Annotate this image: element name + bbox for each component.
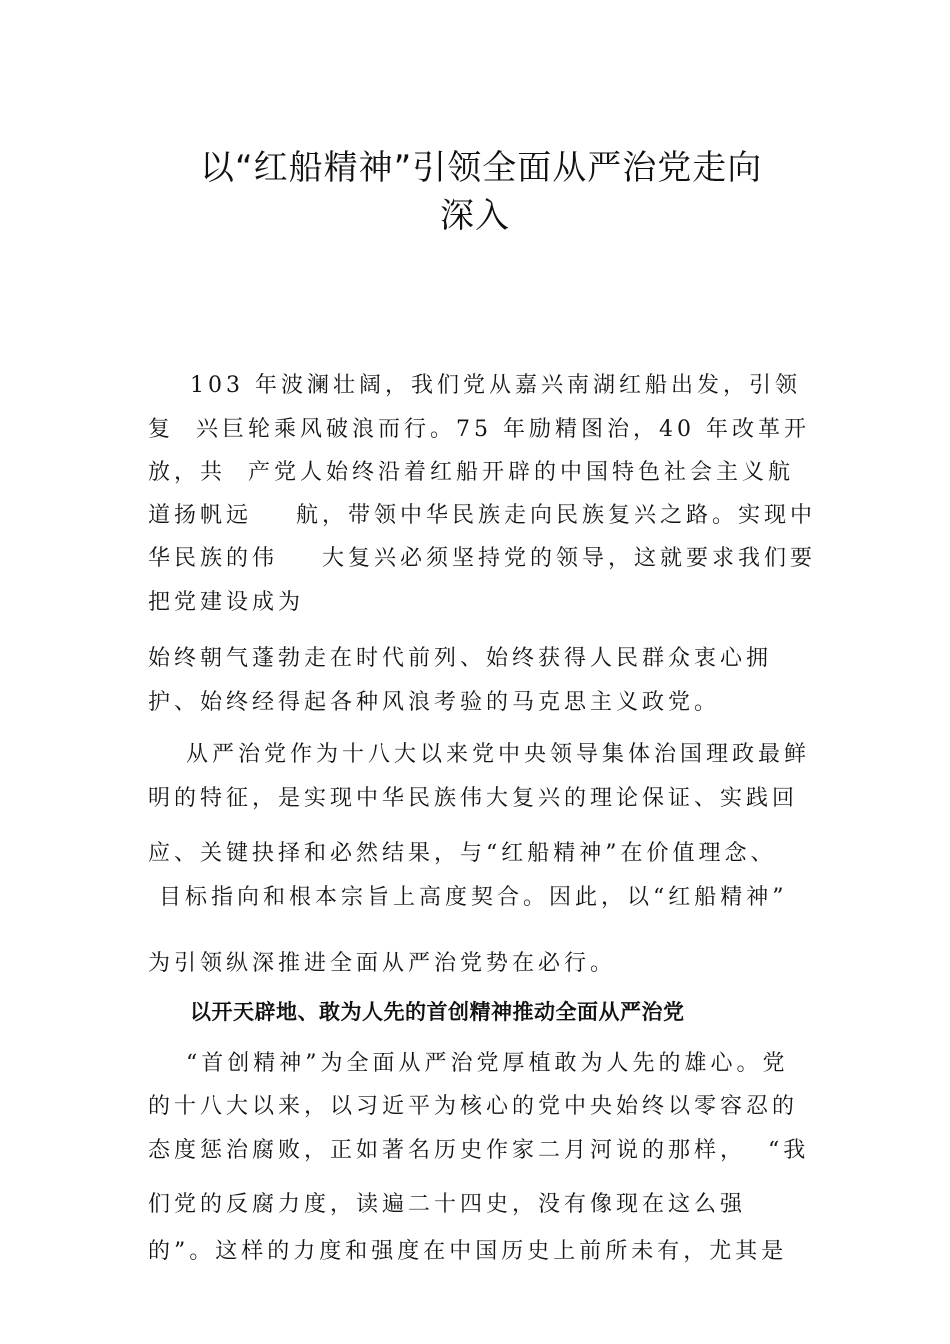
paragraph-1-line-6: 把党建设成为 [148,590,305,615]
section-heading: 以开天辟地、敢为人先的首创精神推动全面从严治党 [190,1000,685,1024]
paragraph-4-line-4: 们党的反腐力度，读遍二十四史，没有像现在这么强 [148,1192,747,1217]
paragraph-3-line-5: 为引领纵深推进全面从严治党势在必行。 [148,951,617,976]
paragraph-3-line-2: 明的特征，是实现中华民族伟大复兴的理论保证、实践回 [148,786,799,811]
paragraph-4-line-5: 的”。这样的力度和强度在中国历史上前所未有，尤其是 [148,1239,788,1264]
paragraph-3-line-1: 从严治党作为十八大以来党中央领导集体治国理政最鲜 [186,742,811,767]
paragraph-1-line-5: 华民族的伟 大复兴必须坚持党的领导，这就要求我们要 [148,546,816,571]
paragraph-2-line-2: 护、始终经得起各种风浪考验的马克思主义政党。 [148,690,721,715]
document-title-line-2: 深入 [440,196,510,236]
document-title-line-1: 以“红船精神”引领全面从严治党走向 [200,148,763,188]
paragraph-3-line-4: 目标指向和根本宗旨上高度契合。因此，以“红船精神” [148,885,788,910]
paragraph-3-line-3: 应、关键抉择和必然结果，与“红船精神”在价值理念、 [148,841,777,866]
paragraph-4-line-1: “首创精神”为全面从严治党厚植敢为人先的雄心。党 [186,1051,789,1076]
paragraph-2-line-1: 始终朝气蓬勃走在时代前列、始终获得人民群众衷心拥 [148,646,773,671]
paragraph-4-line-2: 的十八大以来，以习近平为核心的党中央始终以零容忍的 [148,1094,799,1119]
paragraph-1-line-3: 放，共 产党人始终沿着红船开辟的中国特色社会主义航 [148,460,794,485]
paragraph-4-line-3: 态度惩治腐败，正如著名历史作家二月河说的那样， “我 [148,1138,810,1163]
paragraph-1-line-2: 复 兴巨轮乘风破浪而行。75 年励精图治，40 年改革开 [148,417,810,442]
paragraph-1-line-1: 103 年波澜壮阔，我们党从嘉兴南湖红船出发，引领 [190,373,801,398]
paragraph-1-line-4: 道扬帆远 航，带领中华民族走向民族复兴之路。实现中 [148,503,816,528]
